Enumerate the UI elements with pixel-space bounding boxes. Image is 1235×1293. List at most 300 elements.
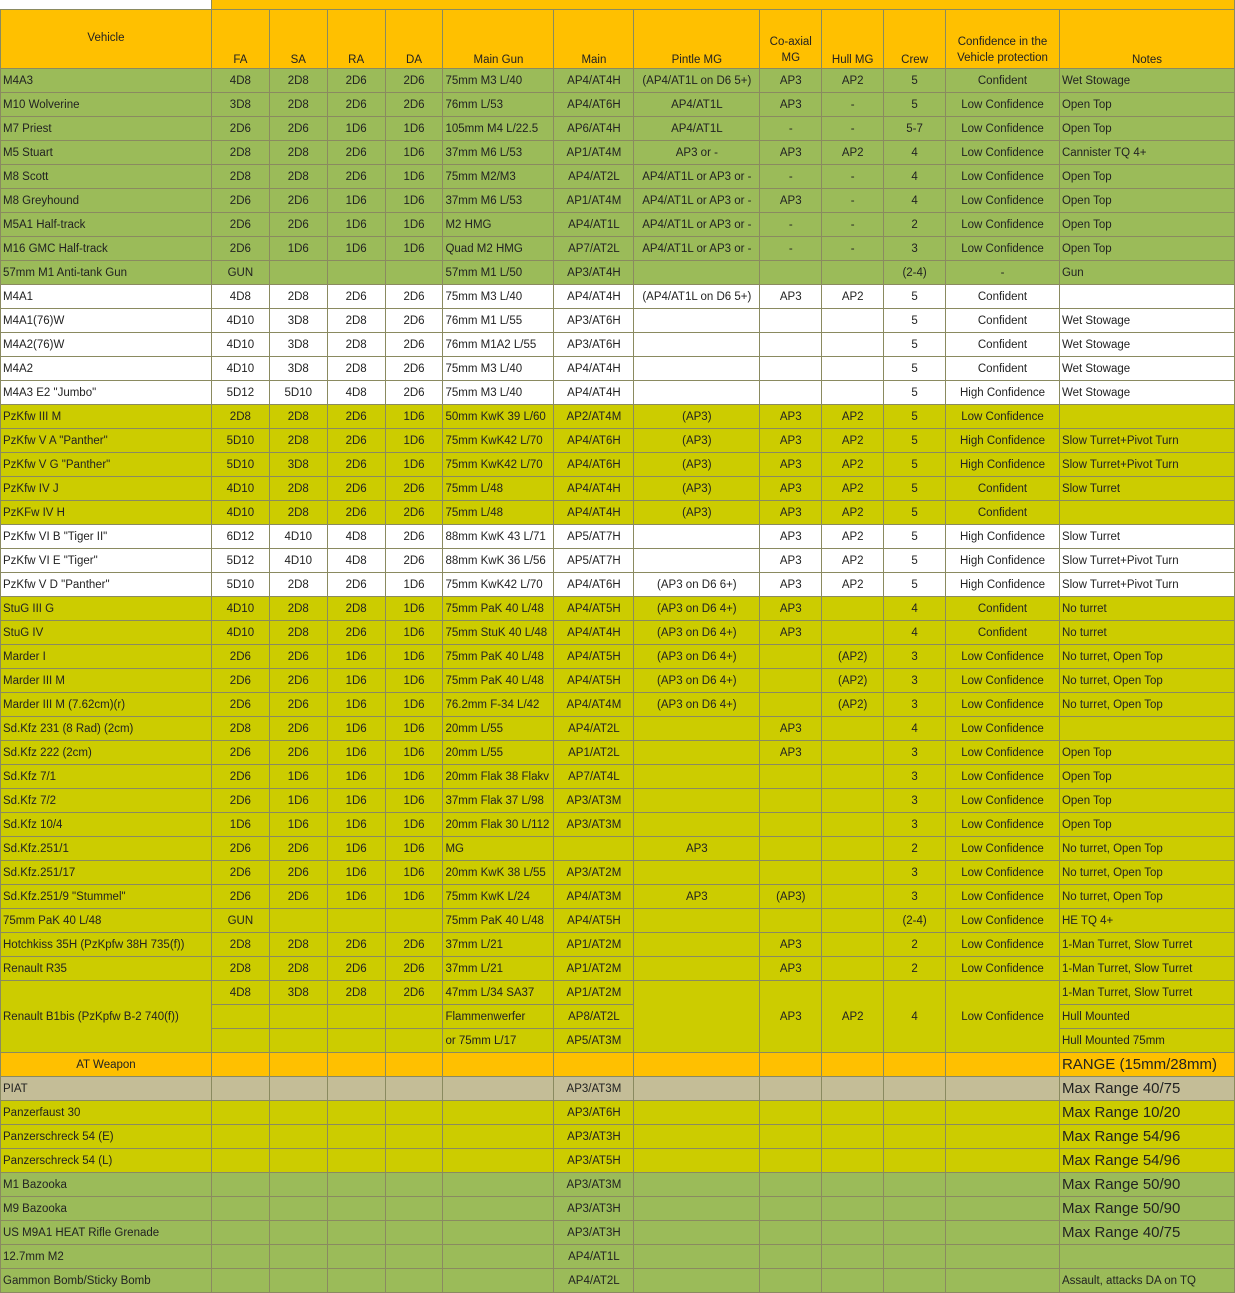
cell-fa: 5D10: [211, 453, 269, 477]
cell-sa: 1D6: [269, 237, 327, 261]
cell-main-gun: 47mm L/34 SA37: [443, 981, 554, 1005]
cell-confidence: High Confidence: [946, 573, 1060, 597]
cell-main: AP4/AT4H: [554, 621, 634, 645]
cell-pintle: [634, 909, 760, 933]
cell-coax: AP3: [760, 933, 822, 957]
cell-da: 1D6: [385, 741, 443, 765]
cell-empty: [327, 1245, 385, 1269]
cell-empty: [822, 1197, 884, 1221]
cell-main-gun: 75mm PaK 40 L/48: [443, 645, 554, 669]
cell-notes: Open Top: [1059, 813, 1234, 837]
cell-hull: AP2: [822, 429, 884, 453]
cell-main-gun: 20mm KwK 38 L/55: [443, 861, 554, 885]
cell-empty: [946, 1269, 1060, 1293]
cell-empty: [884, 1245, 946, 1269]
cell-ra: 2D8: [327, 309, 385, 333]
cell-fa: 2D6: [211, 213, 269, 237]
cell-sa: 2D8: [269, 933, 327, 957]
cell-pintle: AP4/AT1L or AP3 or -: [634, 165, 760, 189]
cell-coax: AP3: [760, 429, 822, 453]
cell-empty: [327, 1029, 385, 1053]
cell-empty: [385, 1173, 443, 1197]
cell-ra: 1D6: [327, 765, 385, 789]
cell-da: 1D6: [385, 645, 443, 669]
cell-empty: [822, 1149, 884, 1173]
cell-empty: [269, 1149, 327, 1173]
cell-coax: AP3: [760, 981, 822, 1053]
cell-empty: [269, 1125, 327, 1149]
cell-at-weapon: US M9A1 HEAT Rifle Grenade: [1, 1221, 212, 1245]
cell-empty: [884, 1221, 946, 1245]
cell-ra: 2D6: [327, 477, 385, 501]
cell-notes: Slow Turret: [1059, 525, 1234, 549]
table-row: [1, 213, 1235, 237]
cell-notes: 1-Man Turret, Slow Turret: [1059, 933, 1234, 957]
cell-empty: [443, 1245, 554, 1269]
cell-da: 1D6: [385, 453, 443, 477]
at-weapon-row: [1, 1125, 1235, 1149]
cell-hull: AP2: [822, 141, 884, 165]
header-confidence: Confidence in the Vehicle protection: [946, 10, 1060, 69]
cell-crew: 5: [884, 429, 946, 453]
cell-hull: AP2: [822, 285, 884, 309]
cell-ra: 1D6: [327, 117, 385, 141]
cell-ra: 1D6: [327, 717, 385, 741]
cell-hull: AP2: [822, 453, 884, 477]
cell-notes: No turret, Open Top: [1059, 837, 1234, 861]
cell-sa: 2D6: [269, 861, 327, 885]
cell-pintle: (AP3): [634, 405, 760, 429]
cell-confidence: Confident: [946, 309, 1060, 333]
cell-fa: 5D12: [211, 381, 269, 405]
cell-confidence: Low Confidence: [946, 669, 1060, 693]
cell-pintle: (AP3): [634, 501, 760, 525]
cell-main-gun: 20mm L/55: [443, 741, 554, 765]
cell-notes: Open Top: [1059, 165, 1234, 189]
cell-hull: [822, 957, 884, 981]
cell-fa: 2D6: [211, 645, 269, 669]
cell-main: AP3/AT3M: [554, 789, 634, 813]
cell-empty: [385, 1149, 443, 1173]
cell-main: AP4/AT5H: [554, 645, 634, 669]
cell-main: AP4/AT4H: [554, 69, 634, 93]
cell-hull: AP2: [822, 69, 884, 93]
cell-notes: [1059, 1245, 1234, 1269]
cell-da: 1D6: [385, 861, 443, 885]
cell-main: AP4/AT4H: [554, 381, 634, 405]
cell-da: 1D6: [385, 717, 443, 741]
cell-vehicle: Renault R35: [1, 957, 212, 981]
cell-vehicle: M5A1 Half-track: [1, 213, 212, 237]
cell-empty: [327, 1005, 385, 1029]
cell-sa: 2D8: [269, 165, 327, 189]
cell-crew: 4: [884, 981, 946, 1053]
cell-main: AP4/AT6H: [554, 453, 634, 477]
cell-pintle: (AP3 on D6 4+): [634, 693, 760, 717]
cell-main-gun: 75mm KwK L/24: [443, 885, 554, 909]
cell-vehicle: Sd.Kfz.251/1: [1, 837, 212, 861]
header-vehicle: Vehicle: [1, 10, 212, 69]
cell-notes: No turret, Open Top: [1059, 693, 1234, 717]
cell-empty: [822, 1269, 884, 1293]
cell-vehicle: Marder III M: [1, 669, 212, 693]
cell-empty: [822, 1101, 884, 1125]
cell-confidence: Low Confidence: [946, 117, 1060, 141]
cell-da: 1D6: [385, 789, 443, 813]
cell-main-gun: 88mm KwK 43 L/71: [443, 525, 554, 549]
cell-empty: [760, 1221, 822, 1245]
cell-crew: 5: [884, 309, 946, 333]
cell-fa: GUN: [211, 261, 269, 285]
table-row: [1, 789, 1235, 813]
cell-coax: [760, 909, 822, 933]
cell-crew: 3: [884, 669, 946, 693]
cell-empty: [211, 1029, 269, 1053]
cell-ra: 1D6: [327, 885, 385, 909]
cell-main: AP3/AT4H: [554, 261, 634, 285]
header-pintle: Pintle MG: [634, 10, 760, 69]
cell-fa: 4D10: [211, 309, 269, 333]
cell-main-gun: 88mm KwK 36 L/56: [443, 549, 554, 573]
at-weapon-row: [1, 1197, 1235, 1221]
cell-crew: 5: [884, 357, 946, 381]
cell-sa: 2D6: [269, 741, 327, 765]
cell-ra: 1D6: [327, 237, 385, 261]
cell-notes: Open Top: [1059, 117, 1234, 141]
cell-empty: [760, 1053, 822, 1077]
cell-hull: -: [822, 93, 884, 117]
cell-crew: 3: [884, 813, 946, 837]
cell-da: 2D6: [385, 477, 443, 501]
table-row: [1, 837, 1235, 861]
cell-notes: Slow Turret+Pivot Turn: [1059, 549, 1234, 573]
cell-main: AP4/AT4H: [554, 501, 634, 525]
cell-empty: [443, 1125, 554, 1149]
cell-notes: Slow Turret: [1059, 477, 1234, 501]
cell-vehicle: M10 Wolverine: [1, 93, 212, 117]
cell-fa: 5D12: [211, 549, 269, 573]
cell-empty: [211, 1125, 269, 1149]
cell-confidence: Low Confidence: [946, 837, 1060, 861]
cell-notes: Open Top: [1059, 189, 1234, 213]
cell-hull: (AP2): [822, 645, 884, 669]
table-row: [1, 717, 1235, 741]
cell-pintle: [634, 789, 760, 813]
table-row: [1, 525, 1235, 549]
cell-at-weapon: PIAT: [1, 1077, 212, 1101]
cell-empty: [385, 1005, 443, 1029]
table-row: [1, 93, 1235, 117]
cell-fa: 4D8: [211, 69, 269, 93]
cell-da: 1D6: [385, 597, 443, 621]
header-crew: Crew: [884, 10, 946, 69]
cell-main-gun: 37mm M6 L/53: [443, 141, 554, 165]
cell-fa: 1D6: [211, 813, 269, 837]
cell-notes: Hull Mounted 75mm: [1059, 1029, 1234, 1053]
header-hull: Hull MG: [822, 10, 884, 69]
cell-pintle: (AP3): [634, 477, 760, 501]
cell-coax: [760, 861, 822, 885]
cell-main: AP4/AT1L: [554, 213, 634, 237]
cell-main: AP4/AT6H: [554, 429, 634, 453]
table-row: [1, 381, 1235, 405]
cell-hull: [822, 813, 884, 837]
cell-sa: 1D6: [269, 789, 327, 813]
cell-main: AP4/AT4H: [554, 357, 634, 381]
cell-crew: 5: [884, 573, 946, 597]
cell-pintle: [634, 861, 760, 885]
cell-vehicle: PzKfw IV J: [1, 477, 212, 501]
cell-sa: 2D6: [269, 717, 327, 741]
cell-pintle: AP3: [634, 885, 760, 909]
cell-main: AP4/AT5H: [554, 669, 634, 693]
cell-main: AP4/AT6H: [554, 93, 634, 117]
cell-fa: 4D10: [211, 621, 269, 645]
cell-empty: [822, 1221, 884, 1245]
cell-ra: 2D6: [327, 285, 385, 309]
cell-main: AP4/AT5H: [554, 597, 634, 621]
cell-vehicle: M4A1: [1, 285, 212, 309]
cell-empty: [211, 1269, 269, 1293]
cell-fa: 4D10: [211, 477, 269, 501]
cell-crew: 3: [884, 741, 946, 765]
cell-empty: [211, 1149, 269, 1173]
cell-da: 2D6: [385, 285, 443, 309]
cell-empty: [211, 1173, 269, 1197]
cell-notes: No turret, Open Top: [1059, 861, 1234, 885]
cell-at-weapon: M9 Bazooka: [1, 1197, 212, 1221]
cell-fa: 4D8: [211, 285, 269, 309]
cell-notes: [1059, 501, 1234, 525]
table-row: [1, 357, 1235, 381]
cell-main: AP4/AT2L: [554, 1269, 634, 1293]
cell-sa: 2D6: [269, 645, 327, 669]
cell-empty: [946, 1053, 1060, 1077]
cell-confidence: High Confidence: [946, 381, 1060, 405]
cell-coax: -: [760, 237, 822, 261]
cell-sa: 2D6: [269, 669, 327, 693]
header-sa: SA: [269, 10, 327, 69]
cell-main-gun: 75mm M3 L/40: [443, 381, 554, 405]
cell-crew: 5: [884, 405, 946, 429]
cell-notes: Max Range 10/20: [1059, 1101, 1234, 1125]
cell-empty: [634, 1125, 760, 1149]
cell-da: 1D6: [385, 141, 443, 165]
cell-main: AP3/AT3M: [554, 1077, 634, 1101]
cell-notes: Open Top: [1059, 741, 1234, 765]
cell-da: 1D6: [385, 573, 443, 597]
cell-crew: 3: [884, 645, 946, 669]
cell-hull: -: [822, 213, 884, 237]
cell-empty: [443, 1149, 554, 1173]
cell-main: AP4/AT2L: [554, 717, 634, 741]
cell-coax: [760, 357, 822, 381]
cell-sa: [269, 909, 327, 933]
cell-main: AP5/AT3M: [554, 1029, 634, 1053]
cell-vehicle: M16 GMC Half-track: [1, 237, 212, 261]
cell-vehicle: PzKfw III M: [1, 405, 212, 429]
table-row: [1, 453, 1235, 477]
cell-ra: 4D8: [327, 549, 385, 573]
cell-coax: AP3: [760, 621, 822, 645]
cell-vehicle: M4A3: [1, 69, 212, 93]
cell-empty: [269, 1245, 327, 1269]
cell-vehicle: M4A2: [1, 357, 212, 381]
cell-empty: [884, 1197, 946, 1221]
cell-empty: [385, 1245, 443, 1269]
cell-main-gun: or 75mm L/17: [443, 1029, 554, 1053]
cell-coax: AP3: [760, 573, 822, 597]
cell-empty: [327, 1101, 385, 1125]
table-row: [1, 693, 1235, 717]
cell-ra: 4D8: [327, 525, 385, 549]
cell-hull: AP2: [822, 501, 884, 525]
table-row: [1, 765, 1235, 789]
cell-pintle: AP4/AT1L or AP3 or -: [634, 237, 760, 261]
cell-hull: AP2: [822, 549, 884, 573]
cell-sa: 2D8: [269, 285, 327, 309]
cell-hull: [822, 357, 884, 381]
cell-ra: 1D6: [327, 189, 385, 213]
cell-crew: 5: [884, 93, 946, 117]
cell-main-gun: 76mm L/53: [443, 93, 554, 117]
cell-coax: AP3: [760, 453, 822, 477]
cell-vehicle: Sd.Kfz 7/1: [1, 765, 212, 789]
at-weapon-row: [1, 1221, 1235, 1245]
cell-ra: 2D8: [327, 981, 385, 1005]
cell-ra: 1D6: [327, 693, 385, 717]
cell-main: AP1/AT2M: [554, 957, 634, 981]
cell-hull: [822, 861, 884, 885]
cell-crew: 5: [884, 285, 946, 309]
cell-notes: Open Top: [1059, 237, 1234, 261]
cell-da: 2D6: [385, 381, 443, 405]
cell-hull: AP2: [822, 525, 884, 549]
cell-fa: 6D12: [211, 525, 269, 549]
cell-empty: [822, 1125, 884, 1149]
cell-fa: 4D10: [211, 357, 269, 381]
cell-main: AP1/AT2L: [554, 741, 634, 765]
cell-crew: 5: [884, 453, 946, 477]
cell-empty: [327, 1077, 385, 1101]
cell-notes: No turret, Open Top: [1059, 645, 1234, 669]
cell-main: AP1/AT2M: [554, 933, 634, 957]
cell-confidence: Confident: [946, 621, 1060, 645]
cell-crew: 5: [884, 549, 946, 573]
cell-confidence: Low Confidence: [946, 189, 1060, 213]
cell-main: [554, 837, 634, 861]
at-weapon-header-row: [1, 1053, 1235, 1077]
cell-empty: [822, 1077, 884, 1101]
cell-coax: AP3: [760, 93, 822, 117]
cell-hull: [822, 837, 884, 861]
cell-fa: 2D6: [211, 237, 269, 261]
cell-empty: [946, 1101, 1060, 1125]
cell-vehicle: M8 Scott: [1, 165, 212, 189]
cell-main-gun: 37mm L/21: [443, 957, 554, 981]
cell-vehicle: Sd.Kfz 10/4: [1, 813, 212, 837]
cell-main: AP3/AT6H: [554, 333, 634, 357]
cell-crew: 3: [884, 693, 946, 717]
cell-main: AP4/AT4H: [554, 477, 634, 501]
cell-pintle: (AP3): [634, 429, 760, 453]
cell-sa: 2D8: [269, 621, 327, 645]
cell-vehicle: M8 Greyhound: [1, 189, 212, 213]
cell-pintle: (AP4/AT1L on D6 5+): [634, 69, 760, 93]
cell-vehicle: StuG IV: [1, 621, 212, 645]
cell-hull: (AP2): [822, 669, 884, 693]
cell-notes: Slow Turret+Pivot Turn: [1059, 429, 1234, 453]
cell-empty: [884, 1101, 946, 1125]
cell-da: 1D6: [385, 213, 443, 237]
cell-ra: 2D8: [327, 333, 385, 357]
cell-confidence: Low Confidence: [946, 405, 1060, 429]
cell-empty: [269, 1005, 327, 1029]
cell-hull: [822, 765, 884, 789]
cell-crew: 5: [884, 477, 946, 501]
cell-coax: AP3: [760, 405, 822, 429]
cell-main-gun: Quad M2 HMG: [443, 237, 554, 261]
cell-empty: [946, 1173, 1060, 1197]
cell-sa: 2D8: [269, 597, 327, 621]
cell-ra: 1D6: [327, 813, 385, 837]
cell-empty: [946, 1149, 1060, 1173]
cell-empty: [269, 1053, 327, 1077]
cell-coax: -: [760, 165, 822, 189]
cell-empty: [385, 1077, 443, 1101]
cell-hull: [822, 909, 884, 933]
cell-crew: 3: [884, 237, 946, 261]
cell-main-gun: 75mm KwK42 L/70: [443, 453, 554, 477]
cell-coax: [760, 333, 822, 357]
at-weapon-row: [1, 1173, 1235, 1197]
cell-ra: 2D6: [327, 573, 385, 597]
cell-ra: 1D6: [327, 861, 385, 885]
cell-da: 1D6: [385, 165, 443, 189]
table-row: [1, 189, 1235, 213]
cell-fa: 2D6: [211, 189, 269, 213]
cell-empty: [385, 1101, 443, 1125]
table-row: [1, 597, 1235, 621]
cell-pintle: [634, 813, 760, 837]
cell-vehicle: PzKfw V D "Panther": [1, 573, 212, 597]
cell-main-gun: 20mm Flak 38 Flakv: [443, 765, 554, 789]
cell-crew: 4: [884, 717, 946, 741]
cell-pintle: [634, 357, 760, 381]
cell-notes: Gun: [1059, 261, 1234, 285]
cell-pintle: [634, 261, 760, 285]
header-cap-row: [1, 0, 1235, 10]
cell-crew: 4: [884, 141, 946, 165]
table-row: [1, 477, 1235, 501]
cell-notes: Wet Stowage: [1059, 309, 1234, 333]
table-row: [1, 549, 1235, 573]
cell-da: 1D6: [385, 621, 443, 645]
cell-main-gun: 76.2mm F-34 L/42: [443, 693, 554, 717]
cell-ra: 2D6: [327, 453, 385, 477]
cell-confidence: Low Confidence: [946, 93, 1060, 117]
cell-empty: [554, 1053, 634, 1077]
cell-da: 1D6: [385, 669, 443, 693]
cell-crew: 3: [884, 861, 946, 885]
cell-pintle: [634, 717, 760, 741]
cell-coax: AP3: [760, 477, 822, 501]
cell-main: AP3/AT6H: [554, 309, 634, 333]
cell-main-gun: 75mm PaK 40 L/48: [443, 669, 554, 693]
cell-pintle: AP4/AT1L: [634, 117, 760, 141]
table-row: [1, 405, 1235, 429]
cell-ra: 1D6: [327, 645, 385, 669]
